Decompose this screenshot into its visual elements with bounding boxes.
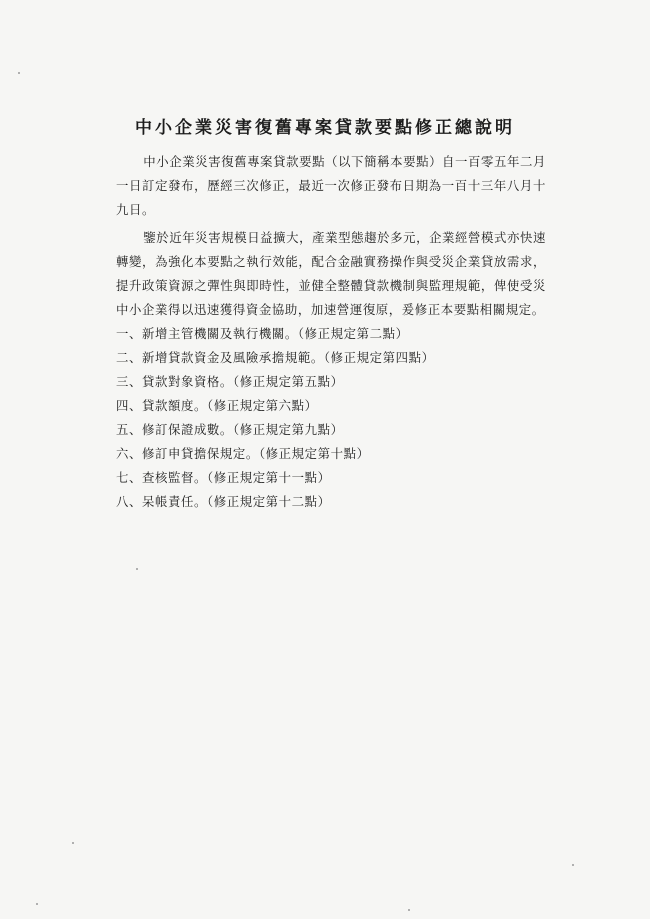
scan-speck (36, 903, 38, 905)
list-item: 五、修訂保證成數。（修正規定第九點） (116, 422, 344, 437)
document-title: 中小企業災害復舊專案貸款要點修正總說明 (135, 118, 515, 138)
list-item: 一、新增主管機關及執行機關。（修正規定第二點） (116, 326, 409, 341)
scan-speck (572, 864, 574, 866)
scan-speck (18, 72, 20, 74)
intro-paragraph: 中小企業災害復舊專案貸款要點（以下簡稱本要點）自一百零五年二月一日訂定發布，歷經三次修正，最近一次修正發布日期為一百十三年八月十九日。 (116, 154, 546, 217)
list-item: 六、修訂申貸擔保規定。（修正規定第十點） (116, 446, 370, 461)
reason-paragraph: 鑒於近年災害規模日益擴大，產業型態趨於多元，企業經營模式亦快速轉變，為強化本要點之執行效能，配合金融實務操作與受災企業貸放需求，提升政策資源之彈性與即時性，並健全整體貸款機制與監理規範，俾使受災中小企業得以迅速獲得資金協助，加速營運復原，爰修正本要點相關規定。 (116, 230, 546, 317)
scan-speck (72, 842, 74, 844)
scan-speck (136, 568, 138, 570)
list-item: 二、新增貸款資金及風險承擔規範。（修正規定第四點） (116, 350, 435, 365)
list-item: 八、呆帳責任。（修正規定第十二點） (116, 494, 331, 509)
scan-speck (408, 909, 410, 911)
amendment-list (116, 322, 546, 514)
list-item: 七、查核監督。（修正規定第十一點） (116, 470, 331, 485)
list-item: 四、貸款額度。（修正規定第六點） (116, 398, 318, 413)
document-body (116, 150, 546, 514)
list-item: 三、貸款對象資格。（修正規定第五點） (116, 374, 344, 389)
